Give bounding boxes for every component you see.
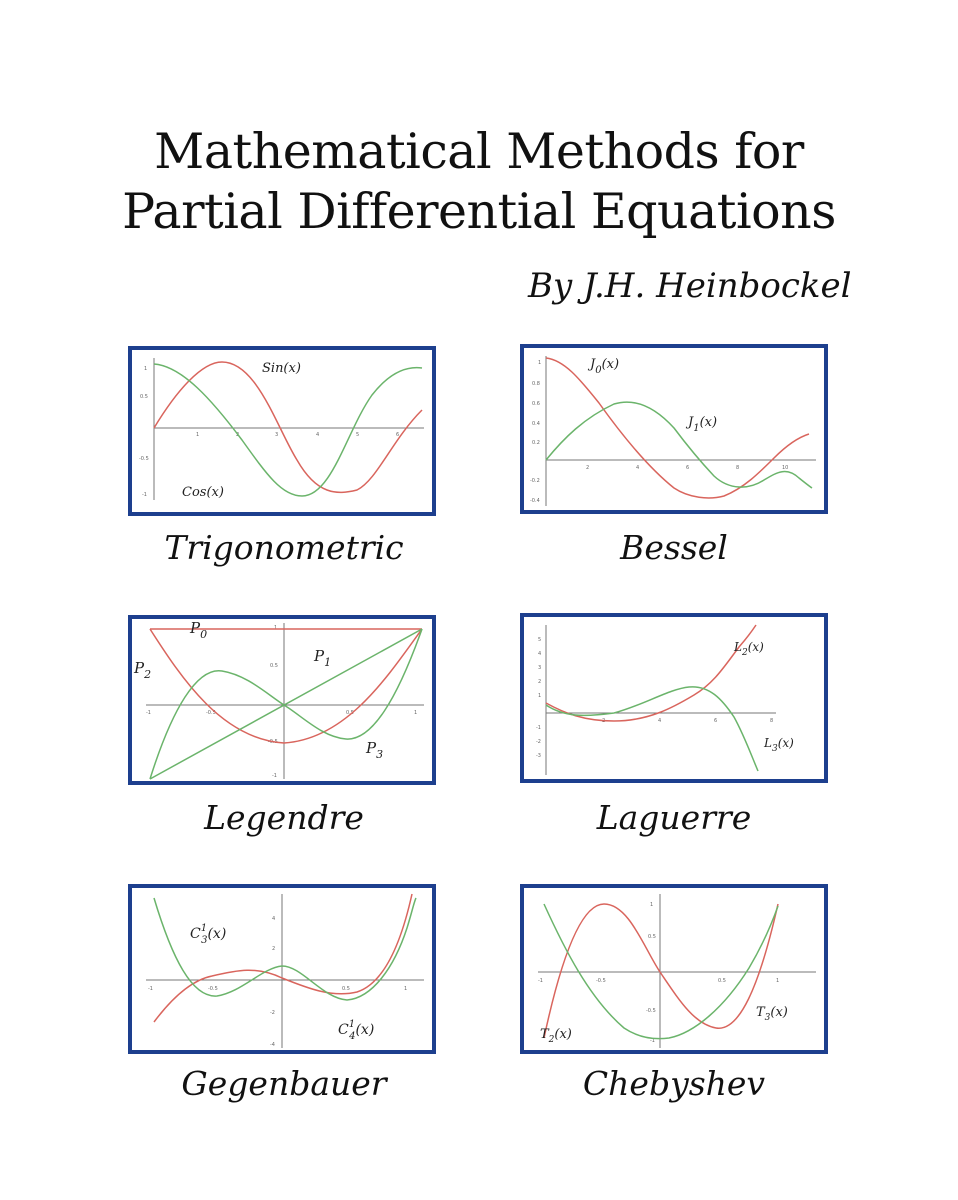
y-tick: -2 — [270, 1010, 275, 1016]
y-tick: 0.5 — [648, 934, 656, 940]
x-tick: -0.5 — [208, 986, 218, 992]
x-tick: 6 — [714, 718, 718, 724]
bessel-graph — [524, 348, 824, 510]
x-tick: 0.5 — [346, 710, 354, 716]
y-tick: 2 — [538, 679, 542, 685]
gegenbauer-graph-panel — [128, 884, 436, 1054]
y-tick: 0.4 — [532, 421, 540, 427]
x-tick: 8 — [736, 465, 740, 471]
x-tick: -1 — [538, 978, 543, 984]
j1-label: $J_1(x)$ — [688, 415, 718, 434]
x-tick: -0.5 — [206, 710, 216, 716]
p3-label: $P_3$ — [366, 739, 384, 761]
y-tick: 1 — [144, 366, 148, 372]
y-tick: 2 — [272, 946, 276, 952]
gegenbauer-c3-curve — [154, 894, 412, 1022]
y-tick: -0.5 — [646, 1008, 656, 1014]
cos-label: Cos(x) — [182, 485, 224, 500]
bessel-j1-curve — [546, 402, 812, 488]
x-tick: -0.5 — [596, 978, 606, 984]
y-tick: 0.2 — [532, 440, 540, 446]
x-tick: 4 — [636, 465, 640, 471]
l2-label: $L_2(x)$ — [734, 640, 764, 658]
c3-label: $C^1$ 3(x) — [190, 923, 227, 946]
y-tick: 4 — [538, 651, 542, 657]
y-tick: -0.5 — [139, 456, 149, 462]
y-tick: 0.6 — [532, 401, 540, 407]
p0-label: $P_0$ — [190, 619, 208, 641]
author-byline: By J.H. Heinbockel — [528, 266, 852, 306]
y-tick: -1 — [536, 725, 541, 731]
gegenbauer-graph — [132, 888, 432, 1050]
legendre-p2-curve — [150, 629, 422, 743]
y-tick: -1 — [272, 773, 277, 779]
title-line-2: Partial Differential Equations — [122, 183, 836, 240]
j0-label: $J_0(x)$ — [590, 357, 620, 376]
x-tick: 1 — [414, 710, 418, 716]
x-tick: 2 — [602, 718, 606, 724]
x-tick: 10 — [782, 465, 789, 471]
p2-label: $P_2$ — [134, 659, 152, 681]
x-tick: -1 — [148, 986, 153, 992]
y-tick: 1 — [274, 625, 278, 631]
trigonometric-graph — [132, 350, 432, 512]
laguerre-caption: Laguerre — [596, 798, 752, 837]
t2-label: $T_2(x)$ — [540, 1027, 572, 1045]
laguerre-l3-curve — [546, 687, 758, 771]
x-tick: 4 — [316, 432, 320, 438]
y-tick: -0.2 — [530, 478, 540, 484]
l3-label: $L_3(x)$ — [764, 736, 794, 754]
book-title — [0, 122, 958, 242]
trigonometric-caption: Trigonometric — [164, 528, 404, 567]
y-tick: 1 — [650, 902, 654, 908]
bessel-graph-panel — [520, 344, 828, 514]
gegenbauer-caption: Gegenbauer — [181, 1064, 387, 1103]
y-tick: 4 — [272, 916, 276, 922]
y-tick: 0.5 — [140, 394, 148, 400]
bessel-caption: Bessel — [620, 528, 728, 567]
y-tick: 5 — [538, 637, 542, 643]
x-tick: -1 — [146, 710, 151, 716]
c4-label: $C^1$ 4(x) — [338, 1019, 375, 1042]
laguerre-graph-panel — [520, 613, 828, 783]
x-tick: 0.5 — [342, 986, 350, 992]
x-tick: 0.5 — [718, 978, 726, 984]
sin-label: Sin(x) — [262, 361, 301, 376]
y-tick: 1 — [538, 360, 542, 366]
cos-curve — [154, 364, 422, 496]
x-tick: 5 — [356, 432, 360, 438]
y-tick: -0.5 — [268, 739, 278, 745]
p1-label: $P_1$ — [314, 647, 332, 669]
laguerre-graph — [524, 617, 824, 779]
y-tick: 3 — [538, 665, 542, 671]
y-tick: -1 — [142, 492, 147, 498]
y-tick: -4 — [270, 1042, 275, 1048]
y-tick: -1 — [650, 1038, 655, 1044]
y-tick: 1 — [538, 693, 542, 699]
chebyshev-graph — [524, 888, 824, 1050]
y-tick: 0.5 — [270, 663, 278, 669]
trigonometric-graph-panel — [128, 346, 436, 516]
legendre-graph-panel — [128, 615, 436, 785]
x-tick: 3 — [275, 432, 279, 438]
chebyshev-graph-panel — [520, 884, 828, 1054]
y-tick: -3 — [536, 753, 541, 759]
x-tick: 1 — [776, 978, 780, 984]
y-tick: -0.4 — [530, 498, 540, 504]
legendre-caption: Legendre — [204, 798, 364, 837]
x-tick: 6 — [396, 432, 400, 438]
y-tick: -2 — [536, 739, 541, 745]
t3-label: $T_3(x)$ — [756, 1005, 788, 1023]
x-tick: 1 — [404, 986, 408, 992]
x-tick: 4 — [658, 718, 662, 724]
x-tick: 2 — [586, 465, 590, 471]
sin-curve — [154, 362, 422, 492]
chebyshev-caption: Chebyshev — [582, 1064, 766, 1103]
y-tick: 0.8 — [532, 381, 540, 387]
gegenbauer-c4-curve — [154, 898, 416, 1000]
laguerre-l2-curve — [546, 625, 756, 721]
chebyshev-t2-curve — [544, 904, 778, 1039]
x-tick: 1 — [196, 432, 200, 438]
title-line-1: Mathematical Methods for — [154, 123, 804, 180]
x-tick: 2 — [236, 432, 240, 438]
x-tick: 8 — [770, 718, 774, 724]
legendre-graph — [132, 619, 432, 781]
x-tick: 6 — [686, 465, 690, 471]
